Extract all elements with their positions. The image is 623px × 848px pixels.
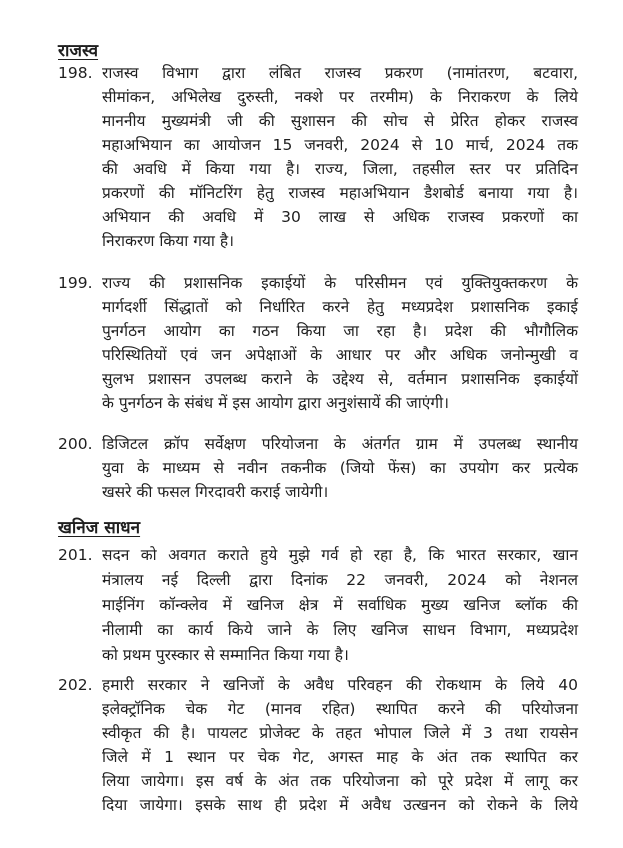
item-line: लिया जायेगा। इस वर्ष के अंत तक परियोजना को पूरे प्रदेश में लागू कर bbox=[102, 772, 578, 790]
section-heading-revenue: राजस्व bbox=[58, 41, 99, 61]
item-number: 201. bbox=[58, 546, 93, 564]
item-line: राजस्व विभाग द्वारा लंबित राजस्व प्रकरण (नामांतरण, बटवारा, bbox=[102, 64, 578, 82]
item-line: दिया जायेगा। इसके साथ ही प्रदेश में अवैध उत्खनन को रोकने के लिये bbox=[102, 796, 578, 814]
item-line: के पुनर्गठन के संबंध में इस आयोग द्वारा अनुशंसायें की जाएंगी। bbox=[102, 394, 449, 412]
item-line: मंत्रालय नई दिल्ली द्वारा दिनांक 22 जनवरी, 2024 को नेशनल bbox=[102, 571, 578, 589]
item-line: सुलभ प्रशासन उपलब्ध कराने के उद्देश्य से, वर्तमान प्रशासनिक इकाईयों bbox=[102, 370, 578, 388]
item-line: इलेक्ट्रॉनिक चेक गेट (मानव रहित) स्थापित करने की परियोजना bbox=[102, 700, 578, 718]
item-line: की अवधि में किया गया है। राज्य, जिला, तहसील स्तर पर प्रतिदिन bbox=[102, 160, 578, 178]
item-line: राज्य की प्रशासनिक इकाईयों के परिसीमन एवं युक्तियुक्तकरण के bbox=[102, 274, 578, 292]
item-line: पुनर्गठन आयोग का गठन किया जा रहा है। प्रदेश की भौगौलिक bbox=[102, 322, 578, 340]
item-line: सीमांकन, अभिलेख दुरुस्ती, नक्शे पर तरमीम) के निराकरण के लिये bbox=[102, 88, 578, 106]
item-line: माईनिंग कॉन्क्लेव में खनिज क्षेत्र में सर्वाधिक मुख्य खनिज ब्लॉक की bbox=[102, 596, 578, 614]
item-line: माननीय मुख्यमंत्री जी की सुशासन की सोच से प्रेरित होकर राजस्व bbox=[102, 112, 578, 130]
section-heading-mineral-resources: खनिज साधन bbox=[58, 518, 141, 538]
item-line: निराकरण किया गया है। bbox=[102, 232, 234, 250]
item-number: 199. bbox=[58, 274, 93, 292]
item-line: युवा के माध्यम से नवीन तकनीक (जियो फेंस) का उपयोग कर प्रत्येक bbox=[102, 459, 578, 477]
item-line: नीलामी का कार्य किये जाने के लिए खनिज साधन विभाग, मध्यप्रदेश bbox=[102, 621, 578, 639]
item-line: अभियान की अवधि में 30 लाख से अधिक राजस्व प्रकरणों का bbox=[102, 208, 578, 226]
item-line: परिस्थितियों एवं जन अपेक्षाओं के आधार पर और अधिक जनोन्मुखी व bbox=[102, 346, 578, 364]
item-line: स्वीकृत की है। पायलट प्रोजेक्ट के तहत भोपाल जिले में 3 तथा रायसेन bbox=[102, 724, 578, 742]
item-line: जिले में 1 स्थान पर चेक गेट, अगस्त माह के अंत तक स्थापित कर bbox=[102, 748, 578, 766]
item-line: डिजिटल क्रॉप सर्वेक्षण परियोजना के अंतर्गत ग्राम में उपलब्ध स्थानीय bbox=[102, 435, 578, 453]
item-line: प्रकरणों की मॉनिटरिंग हेतु राजस्व महाअभियान डैशबोर्ड बनाया गया है। bbox=[102, 184, 578, 202]
item-number: 198. bbox=[58, 64, 93, 82]
item-line: को प्रथम पुरस्कार से सम्मानित किया गया है। bbox=[102, 646, 349, 664]
item-number: 202. bbox=[58, 676, 93, 694]
item-line: मार्गदर्शी सिंद्धातों को निर्धारित करने हेतु मध्यप्रदेश प्रशासनिक इकाई bbox=[102, 298, 578, 316]
item-line: खसरे की फसल गिरदावरी कराई जायेगी। bbox=[102, 483, 329, 501]
item-line: सदन को अवगत कराते हुये मुझे गर्व हो रहा है, कि भारत सरकार, खान bbox=[102, 546, 578, 564]
item-number: 200. bbox=[58, 435, 93, 453]
item-line: महाअभियान का आयोजन 15 जनवरी, 2024 से 10 मार्च, 2024 तक bbox=[102, 136, 578, 154]
item-line: हमारी सरकार ने खनिजों के अवैध परिवहन की रोकथाम के लिये 40 bbox=[102, 676, 578, 694]
